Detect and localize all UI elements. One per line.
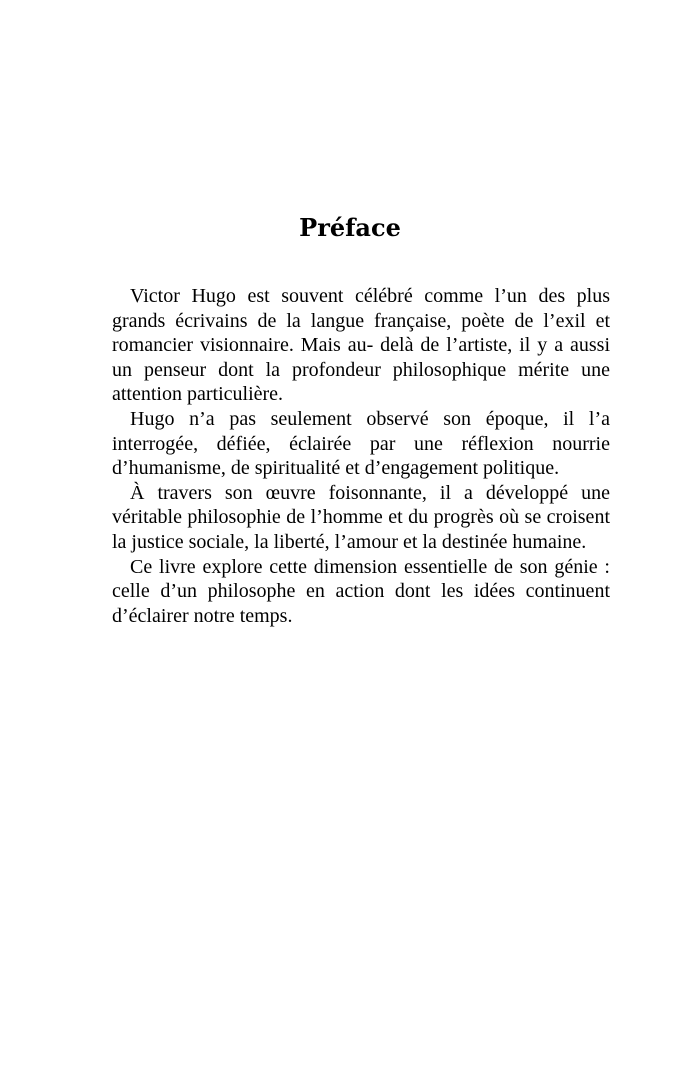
preface-body — [112, 284, 610, 628]
page-title: Préface — [299, 213, 401, 242]
paragraph-3: À travers son œuvre foisonnante, il a développé une véritable philosophie de l’homme et du progrès où se croisent la justice sociale, la liberté, l’amour et la destinée humaine. — [112, 481, 610, 553]
paragraph-1: Victor Hugo est souvent célébré comme l’un des plus grands écrivains de la langue française, poète de l’exil et romancier visionnaire. Mais au- delà de l’artiste, il y a aussi un penseur dont la profondeur philosophique mérite une attention particulière. — [112, 285, 610, 406]
paragraph-2: Hugo n’a pas seulement observé son époque, il l’a interrogée, défiée, éclairée par une réflexion nourrie d’humanisme, de spiritualité et d’engagement politique. — [112, 407, 610, 480]
paragraph-4: Ce livre explore cette dimension essentielle de son génie : celle d’un philosophe en action dont les idées continuent d’éclairer notre temps. — [112, 555, 610, 627]
